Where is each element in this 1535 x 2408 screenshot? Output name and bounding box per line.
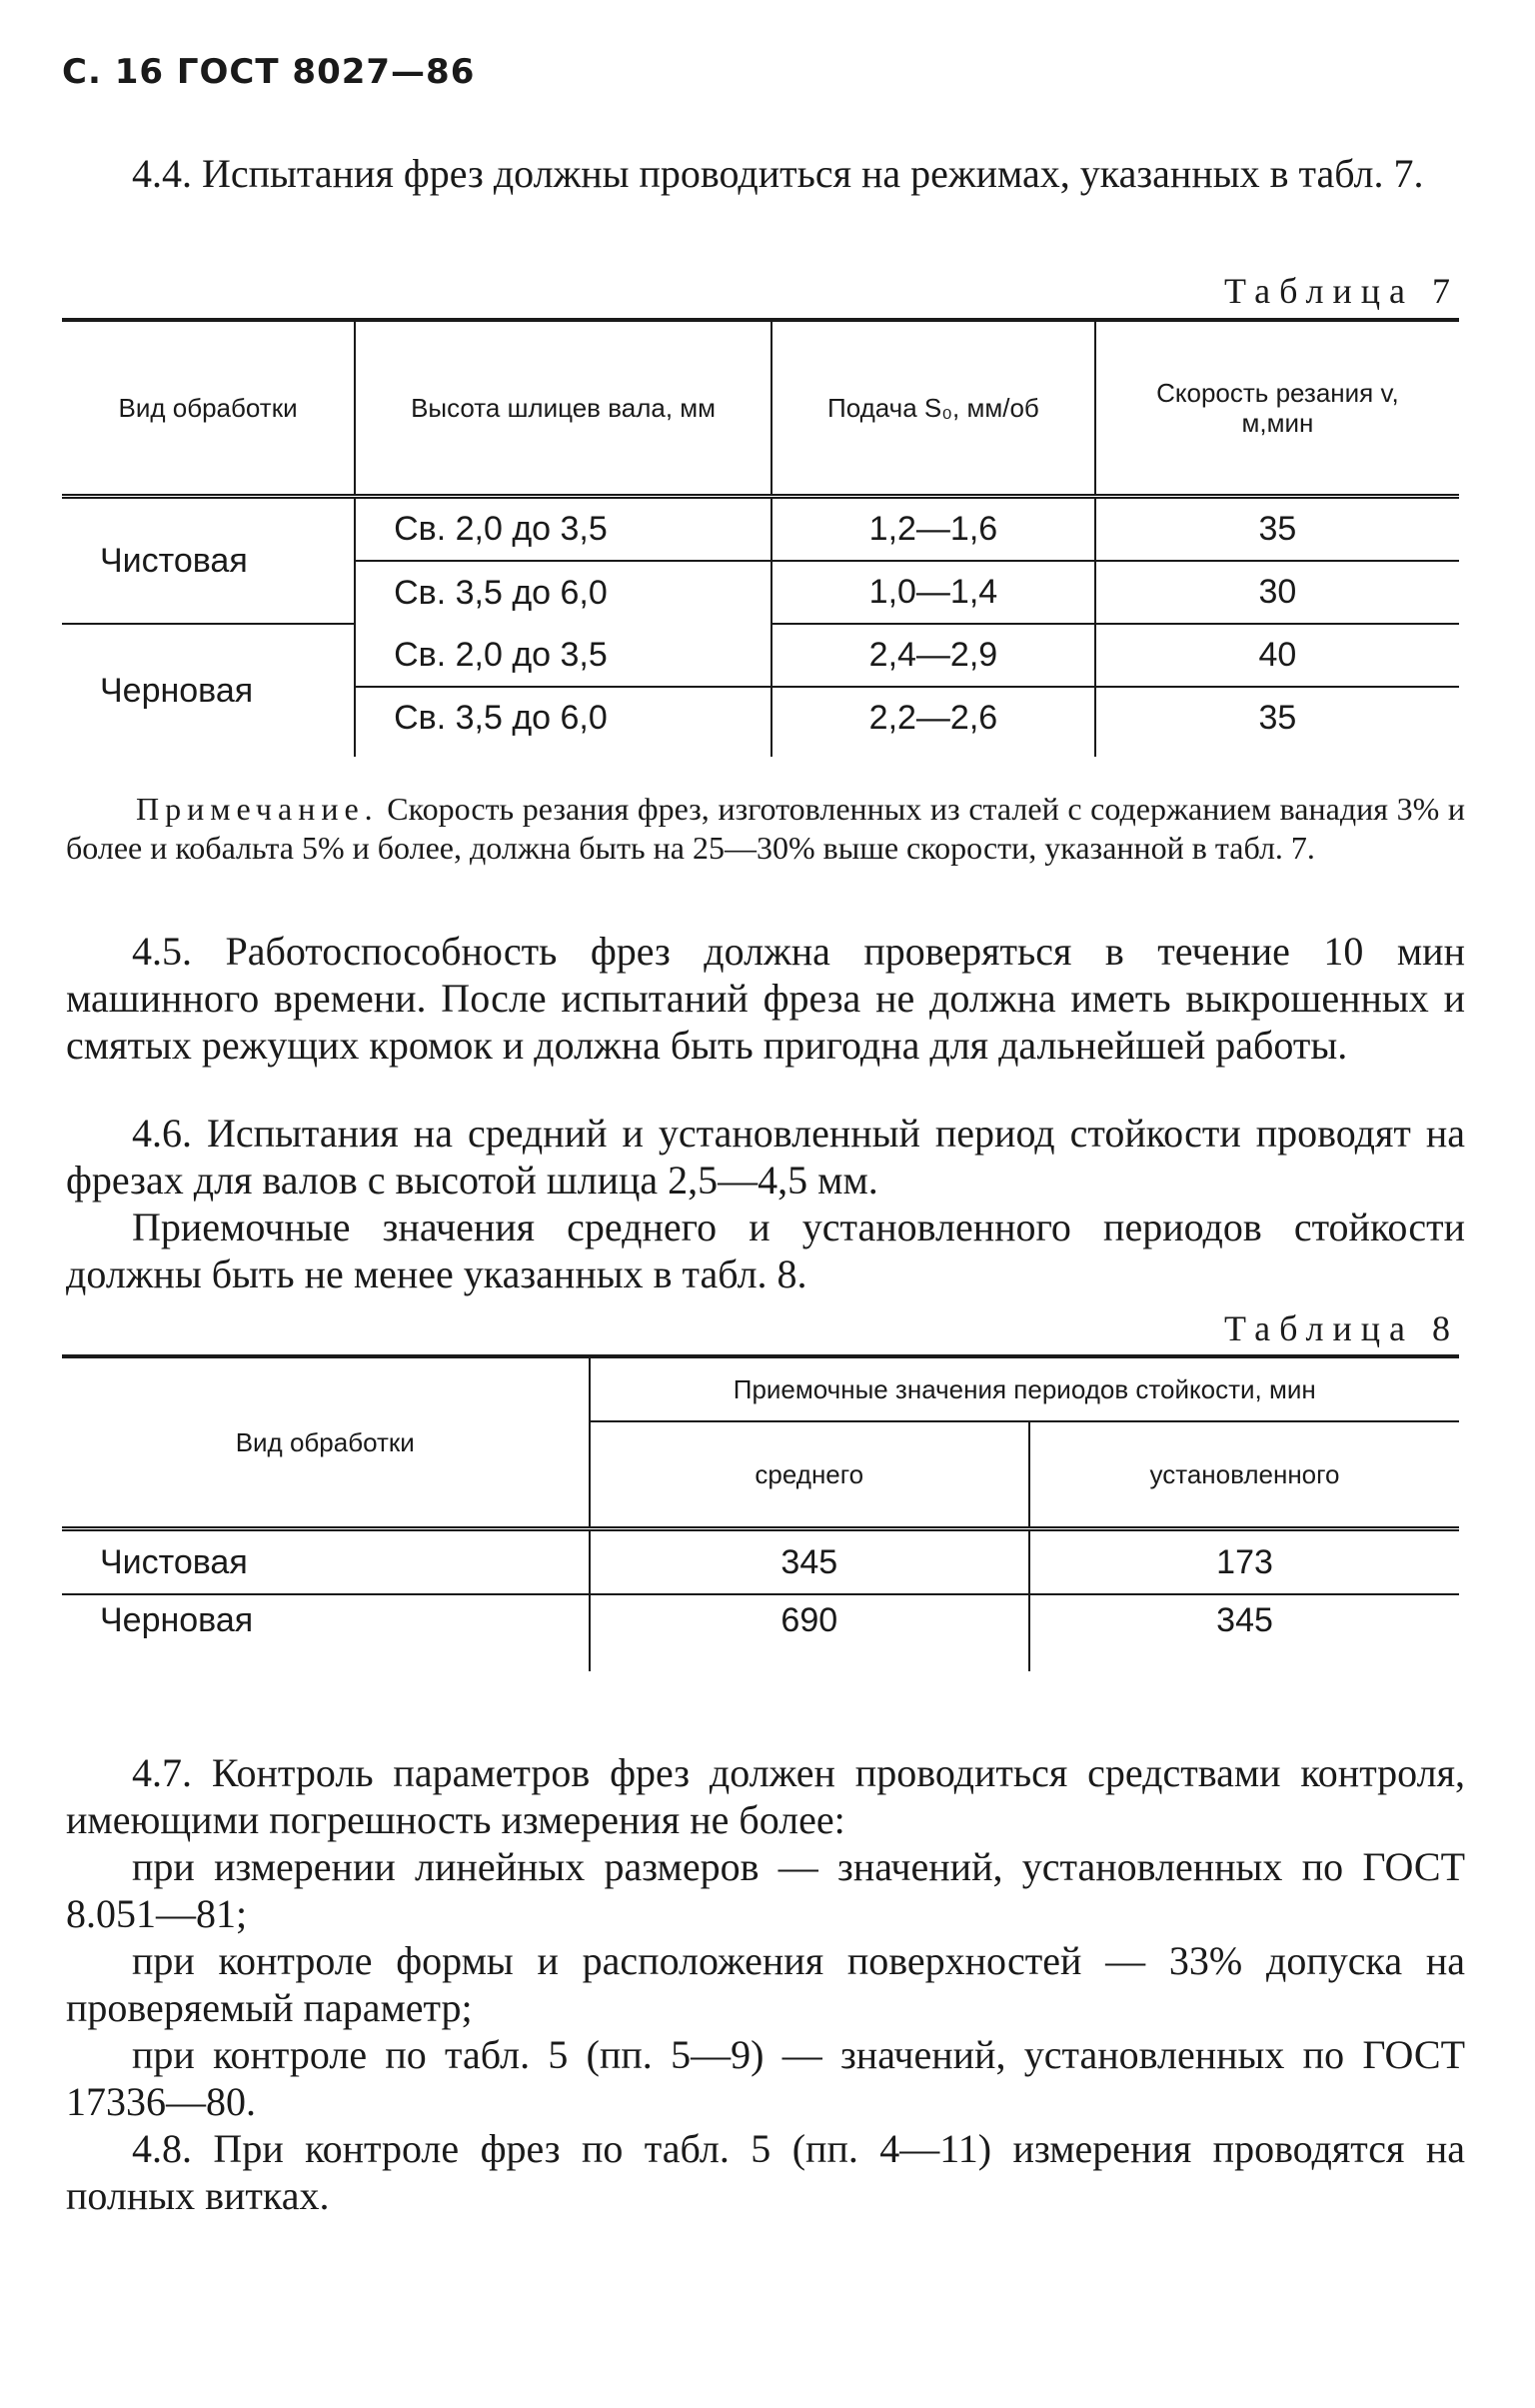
table-row [62, 1594, 1459, 1671]
table-7-cell-feed: 1,0—1,4 [771, 561, 1095, 624]
table-8-header-group: Приемочные значения периодов стойкости, мин [590, 1356, 1459, 1421]
table-7-cell-kind: Черновая [100, 671, 254, 710]
note-text: Скорость резания фрез, изготовленных из сталей с содержанием ванадия 3% и более и кобальта 5% и более, должна быть на 25—30% выше скорости, указанной в табл. 7. [66, 791, 1466, 866]
table-8-cell-mean: 690 [590, 1594, 1030, 1671]
table-7-caption: Таблица 7 [1224, 271, 1459, 311]
table-8-cell-kind: Чистовая [62, 1529, 590, 1595]
table-7-cell-kind: Чистовая [62, 497, 355, 625]
table-7-cell-height: Св. 3,5 до 6,0 [355, 687, 771, 757]
paragraph-4-5: 4.5. Работоспособность фрез должна проверяться в течение 10 мин машинного времени. После испытаний фреза не должна иметь выкрошенных и смятых режущих кромок и должна быть пригодна для дальнейшей работы. [66, 929, 1465, 1068]
table-7-header-height: Высота шлицев вала, мм [355, 320, 771, 497]
table-7-cell-height: Св. 2,0 до 3,5 [355, 624, 771, 687]
paragraph-4-4: 4.4. Испытания фрез должны проводиться на режимах, указанных в табл. 7. [132, 151, 1424, 196]
table-7-cell-speed: 35 [1095, 497, 1459, 562]
table-7-header-feed: Подача S₀, мм/об [771, 320, 1095, 497]
table-8 [62, 1354, 1459, 1671]
table-row [62, 497, 1459, 562]
table-7-header-speed: Скорость резания v, м,мин [1095, 320, 1459, 497]
table-7-note [66, 790, 1465, 868]
table-8-header-set: установленного [1029, 1421, 1459, 1529]
paragraph-4-6-acceptance: Приемочные значения среднего и установленного периодов стойкости должны быть не менее указанных в табл. 8. [66, 1204, 1465, 1296]
paragraph-4-6: 4.6. Испытания на средний и установленный период стойкости проводят на фрезах для валов с высотой шлица 2,5—4,5 мм. [66, 1111, 1465, 1203]
paragraph-4-7: 4.7. Контроль параметров фрез должен проводиться средствами контроля, имеющими погрешность измерения не более: [66, 1750, 1465, 1842]
note-label: Примечание. [136, 791, 379, 827]
table-8-header-kind: Вид обработки [62, 1356, 590, 1529]
table-8-cell-set: 173 [1029, 1529, 1459, 1595]
table-8-caption: Таблица 8 [1224, 1308, 1459, 1348]
table-7-cell-speed: 35 [1095, 687, 1459, 757]
paragraph-4-7-form: при контроле формы и расположения поверхностей — 33% допуска на проверяемый параметр; [66, 1938, 1465, 2030]
table-8-cell-mean: 345 [590, 1529, 1030, 1595]
table-7-cell-height: Св. 2,0 до 3,5 [355, 497, 771, 562]
paragraph-4-8: 4.8. При контроле фрез по табл. 5 (пп. 4—11) измерения проводятся на полных витках. [66, 2126, 1465, 2218]
table-8-cell-set: 345 [1029, 1594, 1459, 1671]
paragraph-4-7-table5: при контроле по табл. 5 (пп. 5—9) — значений, установленных по ГОСТ 17336—80. [66, 2032, 1465, 2124]
table-7 [62, 318, 1459, 757]
table-8-cell-kind: Черновая [100, 1601, 254, 1639]
page-header: С. 16 ГОСТ 8027—86 [62, 52, 476, 92]
table-7-header-kind: Вид обработки [62, 320, 355, 497]
table-7-cell-speed: 40 [1095, 624, 1459, 687]
table-8-header-mean: среднего [590, 1421, 1030, 1529]
table-7-cell-speed: 30 [1095, 561, 1459, 624]
table-row [62, 624, 1459, 687]
table-row [62, 1529, 1459, 1595]
paragraph-4-7-linear: при измерении линейных размеров — значений, установленных по ГОСТ 8.051—81; [66, 1844, 1465, 1936]
table-7-cell-feed: 2,4—2,9 [771, 624, 1095, 687]
table-7-cell-height: Св. 3,5 до 6,0 [355, 561, 771, 624]
table-7-cell-feed: 2,2—2,6 [771, 687, 1095, 757]
table-7-cell-feed: 1,2—1,6 [771, 497, 1095, 562]
